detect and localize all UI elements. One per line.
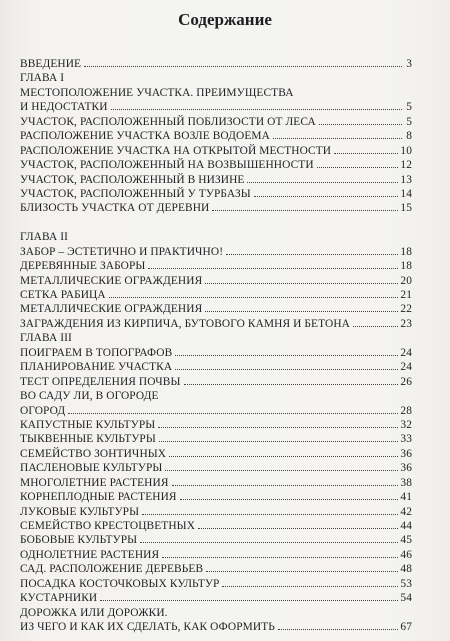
toc-page-number: 28 — [400, 404, 412, 417]
toc-dot-leader — [254, 196, 399, 197]
toc-entry-title: СЕТКА РАБИЦА — [20, 289, 106, 301]
toc-entry — [20, 158, 412, 172]
toc-entry — [20, 144, 412, 158]
toc-entry-title: МЕТАЛЛИЧЕСКИЕ ОГРАЖДЕНИЯ — [20, 274, 203, 287]
toc-dot-leader — [353, 326, 398, 327]
table-of-contents — [20, 57, 412, 635]
toc-entry — [20, 71, 412, 85]
toc-entry — [20, 129, 412, 143]
toc-page-number: 18 — [400, 245, 412, 258]
toc-dot-leader — [175, 355, 398, 356]
toc-entry — [20, 533, 412, 547]
toc-dot-leader — [159, 441, 399, 442]
toc-entry — [20, 519, 412, 533]
toc-entry-title: ДЕРЕВЯННЫЕ ЗАБОРЫ — [20, 260, 146, 273]
toc-page-number: 3 — [406, 58, 412, 70]
toc-page-number: 5 — [406, 115, 412, 128]
toc-entry — [20, 476, 412, 490]
toc-entry-title: ГЛАВА III — [20, 332, 72, 345]
toc-dot-leader — [100, 600, 398, 601]
toc-entry-title: УЧАСТОК, РАСПОЛОЖЕННЫЙ ПОБЛИЗОСТИ ОТ ЛЕСА — [20, 115, 316, 128]
toc-page-number: 8 — [406, 130, 412, 143]
toc-entry — [20, 259, 412, 273]
toc-entry-title: ВО САДУ ЛИ, В ОГОРОДЕ — [20, 390, 159, 403]
toc-page-number: 26 — [400, 375, 412, 388]
toc-entry — [20, 230, 412, 244]
toc-entry — [20, 461, 412, 475]
toc-entry — [20, 375, 412, 389]
toc-entry — [20, 360, 412, 374]
toc-page-number: 67 — [400, 621, 412, 634]
toc-entry-title: МЕСТОПОЛОЖЕНИЕ УЧАСТКА. ПРЕИМУЩЕСТВА — [20, 86, 294, 99]
toc-entry-title: СЕМЕЙСТВО КРЕСТОЦВЕТНЫХ — [20, 520, 196, 532]
page-title: Содержание — [178, 10, 272, 29]
toc-page-number: 48 — [400, 563, 412, 576]
toc-entry-title: РАСПОЛОЖЕНИЕ УЧАСТКА ВОЗЛЕ ВОДОЕМА — [20, 130, 270, 143]
toc-page-number: 44 — [400, 520, 412, 532]
toc-entry-title: РАСПОЛОЖЕНИЕ УЧАСТКА НА ОТКРЫТОЙ МЕСТНОСТИ — [20, 144, 332, 157]
toc-entry — [20, 115, 412, 129]
toc-dot-leader — [184, 384, 399, 385]
toc-entry-title: ПОИГРАЕМ В ТОПОГРАФОВ — [20, 346, 173, 359]
toc-dot-leader — [142, 514, 398, 515]
toc-page-number: 22 — [400, 303, 412, 316]
toc-dot-leader — [172, 485, 399, 486]
toc-page-number: 18 — [400, 260, 412, 273]
toc-page-number: 41 — [400, 491, 412, 504]
toc-page-number: 13 — [400, 173, 412, 186]
toc-dot-leader — [68, 413, 398, 414]
toc-dot-leader — [140, 542, 398, 543]
toc-dot-leader — [319, 124, 402, 125]
toc-page-number: 54 — [400, 592, 412, 605]
toc-dot-leader — [317, 167, 399, 168]
toc-page-number: 14 — [400, 187, 412, 200]
toc-dot-leader — [175, 369, 398, 370]
toc-entry-title: И НЕДОСТАТКИ — [20, 101, 108, 114]
toc-entry — [20, 505, 412, 519]
toc-entry — [20, 432, 412, 446]
toc-dot-leader — [334, 153, 398, 154]
toc-dot-leader — [206, 571, 398, 572]
toc-entry-title: МЕТАЛЛИЧЕСКИЕ ОГРАЖДЕНИЯ — [20, 303, 203, 316]
toc-entry — [20, 620, 412, 634]
toc-dot-leader — [162, 557, 398, 558]
toc-entry-title: ЛУКОВЫЕ КУЛЬТУРЫ — [20, 505, 140, 518]
toc-page-number: 53 — [400, 577, 412, 590]
toc-dot-leader — [226, 254, 398, 255]
toc-entry — [20, 447, 412, 461]
toc-entry-title: УЧАСТОК, РАСПОЛОЖЕННЫЙ В НИЗИНЕ — [20, 173, 245, 186]
toc-page-number: 15 — [400, 202, 412, 215]
toc-entry — [20, 389, 412, 403]
toc-entry — [20, 245, 412, 259]
toc-entry-title: ГЛАВА I — [20, 72, 65, 85]
toc-entry — [20, 346, 412, 360]
toc-page-number: 24 — [400, 346, 412, 359]
toc-page-number: 42 — [400, 505, 412, 518]
toc-page-number: 36 — [400, 447, 412, 460]
toc-entry-title: КОРНЕПЛОДНЫЕ РАСТЕНИЯ — [20, 491, 177, 504]
toc-entry-title: ПЛАНИРОВАНИЕ УЧАСТКА — [20, 361, 173, 374]
toc-entry — [20, 577, 412, 591]
toc-entry-title: ПОСАДКА КОСТОЧКОВЫХ КУЛЬТУР — [20, 577, 220, 590]
toc-entry-title: ОГОРОД — [20, 404, 66, 417]
toc-entry-title: КАПУСТНЫЕ КУЛЬТУРЫ — [20, 418, 156, 431]
toc-entry — [20, 100, 412, 114]
toc-page-number: 36 — [400, 462, 412, 475]
toc-spacer — [20, 216, 412, 230]
toc-entry-title: БОБОВЫЕ КУЛЬТУРЫ — [20, 534, 138, 547]
toc-dot-leader — [222, 586, 398, 587]
toc-entry — [20, 404, 412, 418]
toc-dot-leader — [84, 66, 402, 67]
toc-page-number: 38 — [400, 476, 412, 489]
toc-page-number: 5 — [406, 101, 412, 114]
toc-dot-leader — [278, 629, 399, 630]
toc-entry — [20, 606, 412, 620]
toc-entry-title: ИЗ ЧЕГО И КАК ИХ СДЕЛАТЬ, КАК ОФОРМИТЬ — [20, 621, 275, 634]
toc-page-number: 24 — [400, 361, 412, 374]
toc-page-number: 20 — [400, 274, 412, 287]
toc-entry-title: САД. РАСПОЛОЖЕНИЕ ДЕРЕВЬЕВ — [20, 563, 204, 576]
toc-dot-leader — [205, 283, 398, 284]
toc-entry — [20, 173, 412, 187]
toc-entry-title: ГЛАВА II — [20, 231, 69, 244]
toc-page-number: 21 — [400, 289, 412, 301]
toc-entry-title: ВВЕДЕНИЕ — [20, 58, 82, 70]
toc-entry-title: УЧАСТОК, РАСПОЛОЖЕННЫЙ НА ВОЗВЫШЕННОСТИ — [20, 159, 314, 172]
toc-entry-title: БЛИЗОСТЬ УЧАСТКА ОТ ДЕРЕВНИ — [20, 202, 210, 215]
toc-dot-leader — [165, 470, 398, 471]
toc-entry — [20, 591, 412, 605]
toc-entry-title: ОДНОЛЕТНИЕ РАСТЕНИЯ — [20, 548, 160, 561]
toc-dot-leader — [148, 268, 398, 269]
toc-dot-leader — [180, 499, 399, 500]
toc-page-number: 46 — [400, 548, 412, 561]
toc-entry-title: ДОРОЖКА ИЛИ ДОРОЖКИ. — [20, 606, 168, 619]
toc-dot-leader — [169, 456, 398, 457]
toc-entry-title: СЕМЕЙСТВО ЗОНТИЧНЫХ — [20, 447, 167, 460]
toc-page-number: 45 — [400, 534, 412, 547]
toc-dot-leader — [273, 138, 402, 139]
toc-entry — [20, 201, 412, 215]
toc-entry-title: УЧАСТОК, РАСПОЛОЖЕННЫЙ У ТУРБАЗЫ — [20, 187, 251, 200]
toc-entry-title: ЗАГРАЖДЕНИЯ ИЗ КИРПИЧА, БУТОВОГО КАМНЯ И БЕТОНА — [20, 317, 350, 330]
toc-dot-leader — [212, 210, 398, 211]
toc-entry — [20, 490, 412, 504]
toc-dot-leader — [158, 427, 398, 428]
toc-page-number: 12 — [400, 159, 412, 172]
toc-dot-leader — [111, 109, 402, 110]
toc-entry-title: ТЕСТ ОПРЕДЕЛЕНИЯ ПОЧВЫ — [20, 375, 181, 388]
toc-dot-leader — [198, 528, 398, 529]
toc-page-number: 23 — [400, 317, 412, 330]
toc-entry — [20, 274, 412, 288]
toc-entry-title: ЗАБОР – ЭСТЕТИЧНО И ПРАКТИЧНО! — [20, 245, 224, 258]
toc-dot-leader — [109, 297, 399, 298]
toc-dot-leader — [205, 311, 398, 312]
toc-entry-title: КУСТАРНИКИ — [20, 592, 98, 605]
toc-entry — [20, 418, 412, 432]
toc-entry-title: МНОГОЛЕТНИЕ РАСТЕНИЯ — [20, 476, 169, 489]
toc-entry — [20, 331, 412, 345]
toc-entry — [20, 187, 412, 201]
toc-entry — [20, 288, 412, 302]
toc-entry — [20, 317, 412, 331]
toc-entry — [20, 548, 412, 562]
toc-entry — [20, 302, 412, 316]
toc-entry-title: ТЫКВЕННЫЕ КУЛЬТУРЫ — [20, 433, 156, 446]
toc-page-number: 33 — [400, 433, 412, 446]
toc-entry — [20, 562, 412, 576]
toc-dot-leader — [247, 182, 398, 183]
toc-entry — [20, 57, 412, 71]
toc-page-number: 10 — [400, 144, 412, 157]
toc-entry — [20, 86, 412, 100]
toc-entry-title: ПАСЛЕНОВЫЕ КУЛЬТУРЫ — [20, 462, 163, 475]
toc-page-number: 32 — [400, 418, 412, 431]
